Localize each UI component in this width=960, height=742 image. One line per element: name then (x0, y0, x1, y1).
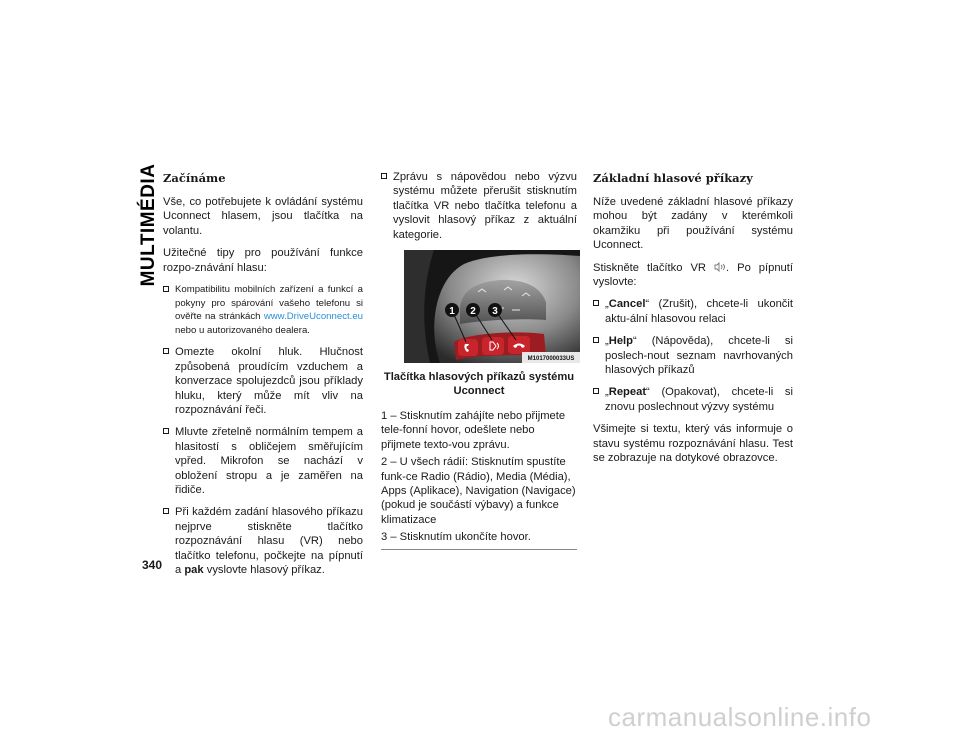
item-1: 1 – Stisknutím zahájíte nebo přijmete tele-fonní hovor, odešlete nebo přijmete texto-vou zprávu. (381, 410, 566, 451)
vr-button-mark (482, 337, 504, 355)
figure-code: M1017000033US (527, 356, 575, 363)
commands-intro: Níže uvedené základní hlasové příkazy mohou být zadány v kterémkoli okamžiku při používání systému Uconnect. (593, 196, 793, 252)
column-3 (593, 170, 793, 474)
column-2 (381, 170, 577, 550)
callout-1: 1 (449, 306, 455, 318)
command-cancel: „Cancel“ (Zrušit), chcete-li ukončit aktu-ální hlasovou relaci (593, 297, 793, 326)
voice-buttons (458, 336, 530, 356)
column-1 (163, 170, 363, 586)
voice-command-icon (714, 262, 726, 272)
intro-paragraph: Vše, co potřebujete k ovládání systému Uconnect hlasem, jsou tlačítka na volantu. (163, 196, 363, 237)
item-3: 3 – Stisknutím ukončíte hovor. (381, 531, 531, 544)
command-repeat: „Repeat“ (Opakovat), chcete-li si znovu poslechnout výzvy systému (593, 385, 793, 414)
column-divider (381, 549, 577, 550)
item-2: 2 – U všech rádií: Stisknutím spustíte funk-ce Radio (Rádio), Media (Média), Apps (Aplikace), Navigation (Navigace) (pokud je součástí výbavy) a funkce klimatizace (381, 456, 576, 526)
callout-markers (445, 303, 502, 317)
figure-caption: Tlačítka hlasových příkazů systému Uconnect (383, 371, 575, 398)
tip-compatibility: Kompatibilitu mobilních zařízení a funkcí a pokyny pro spárování vašeho telefonu si ověřte na stránkách www.DriveUconnect.eu nebo u autorizovaného dealera. (163, 283, 363, 337)
heading-basic-commands: Základní hlasové příkazy (593, 171, 753, 185)
steering-wheel-figure (404, 250, 580, 363)
command-help: „Help“ (Nápověda), chcete-li si poslech-nout seznam navrhovaných hlasových příkazů (593, 334, 793, 377)
tip-interrupt: Zprávu s nápovědou nebo výzvu systému můžete přerušit stisknutím tlačítka VR nebo tlačítka telefonu a vyslovit hlasový příkaz z aktuální kategorie. (381, 170, 577, 242)
tip-noise: Omezte okolní hluk. Hlučnost způsobená proudícím vzduchem a konverzace spolujezdců jsou příklady hluku, který může mít vliv na rozpoznávání řeči. (163, 345, 363, 417)
phone-button-mark (458, 339, 478, 356)
status-note: Všimejte si textu, který vás informuje o stavu systému rozpoznávání hlasu. Test se zobrazuje na dotykové obrazovce. (593, 423, 793, 465)
tip-press-button: Při každém zadání hlasového příkazu nejprve stiskněte tlačítko rozpoznávání hlasu (VR) nebo tlačítko telefonu, počkejte na pípnutí a pak vyslovte hlasový příkaz. (163, 505, 363, 577)
callout-2: 2 (470, 306, 476, 318)
heading-getting-started: Začínáme (163, 171, 226, 185)
press-instruction: Stiskněte tlačítko VR . Po pípnutí vyslovte: (593, 261, 793, 289)
tip-speak-clearly: Mluvte zřetelně normálním tempem a hlasitostí s obličejem směřujícím vpřed. Mikrofon se nachází v obložení stropu a je zaměřen na řidiče. (163, 425, 363, 497)
tips-intro: Užitečné tipy pro používání funkce rozpo-znávání hlasu: (163, 247, 363, 274)
uconnect-link[interactable]: www.DriveUconnect.eu (263, 311, 363, 323)
steering-wheel-illustration (404, 250, 580, 363)
watermark: carmanualsonline.info (608, 702, 872, 732)
page-number: 340 (142, 558, 163, 572)
callout-3: 3 (492, 306, 498, 318)
section-label: MULTIMÉDIA (138, 163, 159, 287)
